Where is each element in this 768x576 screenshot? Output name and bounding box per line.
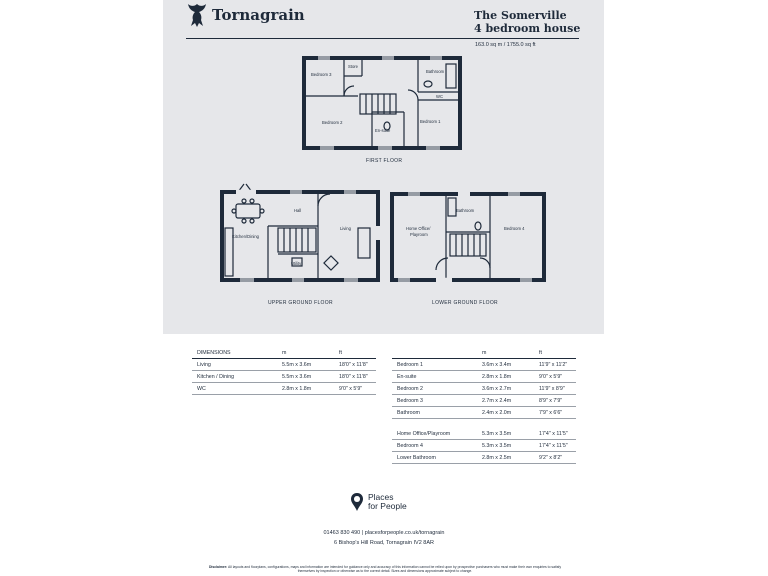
table-cell: 18'0" x 11'8" [334, 359, 376, 371]
table-header-row [192, 348, 376, 359]
table-row [192, 359, 376, 371]
dimensions-table-left [192, 348, 376, 395]
table-row [392, 383, 576, 395]
room-label-hall: Hall [294, 208, 302, 213]
partner-name-line1: Places [368, 492, 394, 502]
table-cell: 2.8m x 2.5m [477, 452, 534, 464]
table-cell: 5.3m x 3.5m [477, 440, 534, 452]
table-cell: 5.5m x 3.6m [277, 371, 334, 383]
room-label-kitchen-dining: Kitchen/Dining [232, 234, 260, 239]
room-label-bedroom-1: Bedroom 1 [420, 119, 441, 124]
table-row [392, 452, 576, 464]
table-row [192, 371, 376, 383]
location-pin-icon [350, 492, 364, 512]
table-cell: Lower Bathroom [392, 452, 477, 464]
table-cell: Bedroom 1 [392, 359, 477, 371]
room-label-wc: WC [436, 94, 443, 99]
table-row [392, 395, 576, 407]
table-cell: 2.4m x 2.0m [477, 407, 534, 419]
table-cell: Home Office/Playroom [392, 428, 477, 440]
table-row [392, 440, 576, 452]
partner-name-line2: for People [368, 501, 407, 511]
room-label-living: Living [340, 226, 351, 231]
upper-ground-floor-label: UPPER GROUND FLOOR [268, 300, 333, 306]
room-label-ensuite: En-suite [375, 128, 391, 133]
table-cell: 5.5m x 3.6m [277, 359, 334, 371]
table-cell: Bedroom 4 [392, 440, 477, 452]
table-cell: 2.8m x 1.8m [277, 383, 334, 395]
table-cell: 3.6m x 2.7m [477, 383, 534, 395]
table-row [392, 428, 576, 440]
table-cell: 5.3m x 3.5m [477, 428, 534, 440]
room-label-lower-bathroom: Bathroom [456, 208, 475, 213]
room-label-bedroom-3: Bedroom 3 [311, 72, 332, 77]
house-title-line1: The Somerville [474, 9, 567, 22]
table-header [392, 348, 477, 359]
table-cell: Kitchen / Dining [192, 371, 277, 383]
upper-ground-floor-plan [222, 184, 378, 281]
table-cell: WC [192, 383, 277, 395]
room-label-home-office: Home Office/ [406, 226, 431, 231]
table-cell: 18'0" x 11'8" [334, 371, 376, 383]
table-cell: 17'4" x 11'5" [534, 428, 576, 440]
table-cell: 2.7m x 2.4m [477, 395, 534, 407]
table-cell: Bathroom [392, 407, 477, 419]
table-cell: 11'9" x 11'2" [534, 359, 576, 371]
disclaimer [205, 565, 565, 573]
table-cell: 8'9" x 7'9" [534, 395, 576, 407]
disclaimer-text: All layouts and floorplans, configurations, maps and information are intended for guidance only and accuracy of this information cannot be relied upon by prospective purchasers who must make their own enquiries to satisfy themselves by inspection or otherwise as to the correct detail. Sizes and dimensions approximate subject to change. [228, 565, 562, 573]
room-label-bathroom: Bathroom [426, 69, 445, 74]
table-cell: 9'0" x 5'9" [534, 371, 576, 383]
table-cell: Bedroom 2 [392, 383, 477, 395]
contact-address: 6 Bishop's Hill Road, Tornagrain IV2 8AR [333, 540, 434, 546]
table-cell: En-suite [392, 371, 477, 383]
partner-name [368, 493, 407, 511]
table-cell: 11'9" x 8'9" [534, 383, 576, 395]
table-cell: 9'2" x 8'2" [534, 452, 576, 464]
table-row [192, 383, 376, 395]
places-for-people-logo [350, 492, 407, 512]
table-header: m [277, 348, 334, 359]
table-row [392, 371, 576, 383]
table-cell: 3.6m x 3.4m [477, 359, 534, 371]
table-header: ft [534, 348, 576, 359]
room-label-bedroom-2: Bedroom 2 [322, 120, 343, 125]
disclaimer-label: Disclaimer: [208, 565, 228, 569]
table-header: ft [334, 348, 376, 359]
lower-ground-floor-plan [392, 193, 544, 281]
room-label-playroom: Playroom [410, 232, 428, 237]
table-cell: Living [192, 359, 277, 371]
table-cell: 9'0" x 5'9" [334, 383, 376, 395]
first-floor-label: FIRST FLOOR [366, 158, 403, 164]
table-cell: Bedroom 3 [392, 395, 477, 407]
table-row [392, 407, 576, 419]
house-title-line2: 4 bedroom house [474, 22, 581, 35]
room-label-store: Store [348, 64, 359, 69]
table-cell: 2.8m x 1.8m [477, 371, 534, 383]
table-cell: 17'4" x 11'5" [534, 440, 576, 452]
table-row [392, 359, 576, 371]
table-header-row [392, 348, 576, 359]
dimensions-table-right [392, 348, 576, 464]
brand-name: Tornagrain [212, 6, 305, 24]
table-header: DIMENSIONS [192, 348, 277, 359]
lower-ground-floor-label: LOWER GROUND FLOOR [432, 300, 498, 306]
room-label-utility: Utility [291, 261, 302, 266]
contact-phone-web: 01463 830 490 | placesforpeople.co.uk/tornagrain [323, 530, 445, 536]
table-header: m [477, 348, 534, 359]
room-label-bedroom-4: Bedroom 4 [504, 226, 525, 231]
house-area: 163.0 sq m / 1755.0 sq ft [475, 42, 536, 48]
table-spacer-row [392, 419, 576, 429]
table-cell: 7'9" x 6'6" [534, 407, 576, 419]
